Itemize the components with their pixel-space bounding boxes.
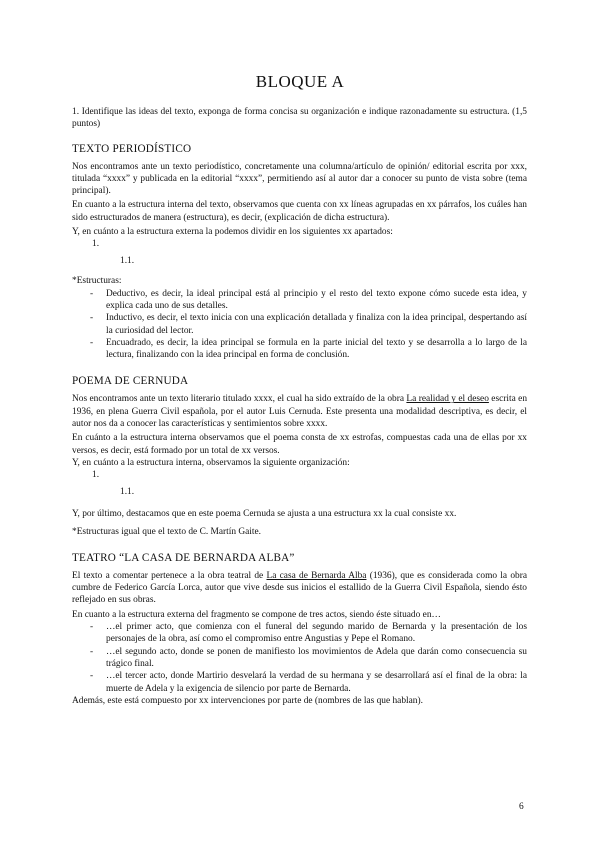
page-number: 6 — [519, 802, 524, 812]
list-item-inductivo — [72, 312, 527, 337]
cernuda-paragraph-2: En cuánto a la estructura interna observamos que el poema consta de xx estrofas, compuestas cada una de ellas por xx versos, es decir, está formado por un total de xx versos. — [72, 433, 527, 456]
cernuda-paragraph-5: *Estructuras igual que el texto de C. Martín Gaite. — [72, 526, 262, 537]
page-title: BLOQUE A — [255, 72, 345, 91]
list-item-text: …el segundo acto, donde se ponen de manifiesto los movimientos de Adela que darán como consecuencia su trágico final. — [106, 646, 527, 669]
cernuda-p1-text-a: Nos encontramos ante un texto literario titulado xxxx, el cual ha sido extraído de la obra — [72, 394, 407, 405]
teatro-p1-text-b: (1936), que es considerada como la obra cumbre de Federico García Lorca, autor que vive desde sus inicios el estallido de la Guerra Civil Española, siendo ésto reflejado en sus obras. — [72, 570, 527, 606]
dash-marker: - — [90, 288, 94, 299]
obra-title-la-casa-de-bernarda-alba: La casa de Bernarda Alba — [266, 570, 367, 581]
list-item-deductivo — [72, 288, 527, 313]
cernuda-paragraph-1 — [72, 393, 527, 430]
dash-marker: - — [90, 313, 94, 324]
heading-teatro-bernarda-alba: TEATRO “LA CASA DE BERNARDA ALBA” — [72, 551, 295, 564]
list-item-text: …el primer acto, que comienza con el funeral del segundo marido de Bernarda y la presentación de los personajes de la obra, así como el compromiso entre Angustias y Pepe el Romano. — [106, 622, 527, 645]
teatro-p1-text-a: El texto a comentar pertenece a la obra teatral de — [72, 570, 267, 581]
list-item-encuadrado — [72, 337, 527, 362]
list-item-text: Inductivo, es decir, el texto inicia con una explicación detallada y finaliza con la idea principal, despertando así la curiosidad del lector. — [106, 313, 527, 336]
heading-poema-cernuda: POEMA DE CERNUDA — [72, 375, 189, 388]
cernuda-item-1: 1. — [92, 470, 100, 481]
list-item-text: …el tercer acto, donde Martirio desvelará la verdad de su hermana y se desarrollará así el final de la obra: la muerte de Adela y la exigencia de silencio por parte de Bernarda. — [106, 671, 527, 694]
list-item-primer-acto — [72, 621, 527, 646]
cernuda-paragraph-3: Y, en cuánto a la estructura interna, observamos la siguiente organización: — [72, 457, 350, 468]
heading-texto-periodistico: TEXTO PERIODÍSTICO — [72, 142, 192, 155]
list-item-text: Encuadrado, es decir, la idea principal se formula en la parte inicial del texto y se desarrolla a lo largo de la lectura, finalizando con la idea principal en forma de conclusión. — [106, 337, 527, 361]
dash-marker: - — [90, 646, 94, 657]
page-content — [72, 106, 527, 707]
teatro-paragraph-1 — [72, 570, 527, 607]
periodistico-structures-list — [72, 288, 527, 362]
list-item-tercer-acto — [72, 670, 527, 695]
teatro-acts-list — [72, 621, 527, 695]
periodistico-paragraph-3: Y, en cuánto a la estructura externa la podemos dividir en los siguientes xx apartados: — [72, 227, 393, 238]
obra-title-la-realidad-y-el-deseo: La realidad y el deseo — [406, 394, 489, 405]
cernuda-p1-text-b: escrita en 1936, en plena Guerra Civil española, por el autor Luis Cernuda. Este presenta una modalidad descriptiva, es decir, el autor nos da a conocer las características y sentimientos sobre xxxx. — [72, 394, 528, 430]
periodistico-item-1-1: 1.1. — [120, 256, 135, 267]
dash-marker: - — [90, 622, 94, 633]
dash-marker: - — [90, 671, 94, 682]
dash-marker: - — [90, 337, 94, 348]
question-text: 1. Identifique las ideas del texto, exponga de forma concisa su organización e indique razonadamente su estructura. (1,5 puntos) — [72, 107, 527, 130]
periodistico-estructuras-label: *Estructuras: — [72, 276, 122, 287]
list-item-segundo-acto — [72, 646, 527, 671]
teatro-paragraph-3: Además, este está compuesto por xx intervenciones por parte de (nombres de las que hablan). — [72, 695, 423, 706]
cernuda-item-1-1: 1.1. — [120, 487, 135, 498]
periodistico-paragraph-2: En cuanto a la estructura interna del texto, observamos que cuenta con xx líneas agrupadas en xx párrafos, los cuáles han sido estructurados de manera (estructura), es decir, (explicación de dicha estructura). — [72, 200, 527, 223]
periodistico-item-1: 1. — [92, 239, 100, 250]
cernuda-paragraph-4: Y, por último, destacamos que en este poema Cernuda se ajusta a una estructura xx la cual consiste xx. — [72, 509, 457, 520]
list-item-text: Deductivo, es decir, la ideal principal está al principio y el resto del texto expone cómo sucede esta idea, y explica cada uno de sus detalles. — [106, 288, 527, 311]
teatro-paragraph-2: En cuanto a la estructura externa del fragmento se compone de tres actos, siendo éste situado en… — [72, 609, 441, 620]
periodistico-paragraph-1: Nos encontramos ante un texto periodístico, concretamente una columna/artículo de opinión/ editorial escrita por xxx, titulada “xxxx” y publicada en la editorial “xxxx”, permitiendo así al autor dar a conocer su punto de vista sobre (tema principal). — [72, 161, 527, 197]
